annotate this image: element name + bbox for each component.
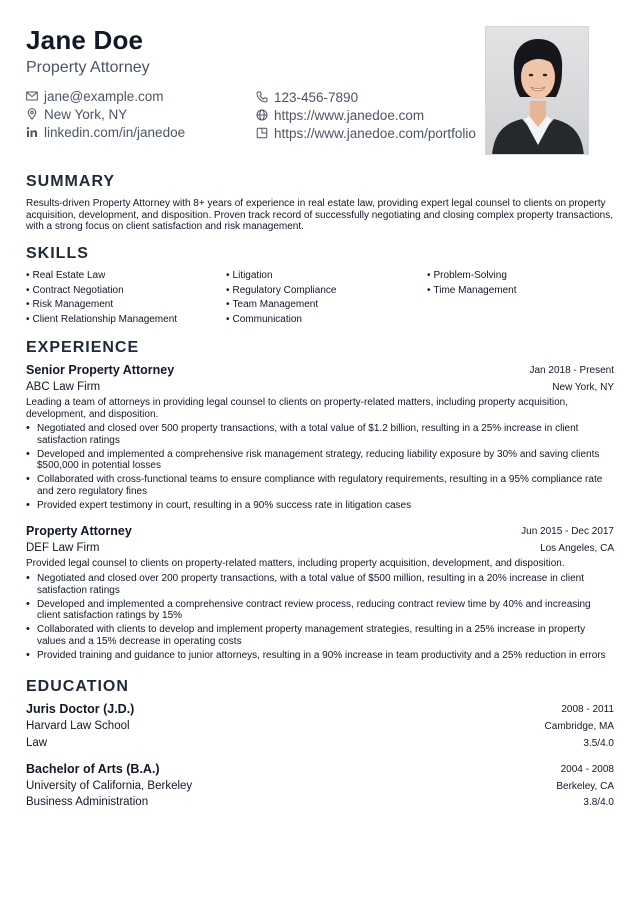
linkedin-text: linkedin.com/in/janedoe (44, 124, 186, 140)
job-bullet: • Provided expert testimony in court, resulting in a 90% success rate in litigation cases (26, 500, 616, 512)
skill-item: • Contract Negotiation (26, 285, 124, 296)
edu-dates: 2004 - 2008 (560, 764, 614, 775)
job-bullet: • Negotiated and closed over 500 property transactions, with a total value of $1.2 billion, resulting in a 25% increase in client satisfaction ratings (26, 423, 616, 446)
resume-header (26, 24, 476, 78)
email-text: jane@example.com (44, 88, 164, 104)
job-bullet: • Collaborated with clients to develop and implement property management strategies, resulting in a 25% increase in property values and a 15% decrease in operating costs (26, 624, 616, 647)
job-bullets (26, 423, 616, 514)
candidate-name: Jane Doe (26, 25, 144, 55)
edu-school: University of California, Berkeley (26, 780, 193, 792)
skill-item: • Risk Management (26, 299, 113, 310)
skill-item: • Regulatory Compliance (226, 285, 336, 296)
edu-gpa: 3.5/4.0 (583, 738, 614, 749)
job-bullets (26, 573, 616, 664)
job-dates: Jan 2018 - Present (529, 365, 614, 376)
edu-school: Harvard Law School (26, 720, 130, 732)
skills-heading: SKILLS (26, 245, 89, 262)
edu-location: Berkeley, CA (556, 781, 614, 792)
education-heading: EDUCATION (26, 678, 129, 695)
summary-heading: SUMMARY (26, 173, 116, 190)
job-dates: Jun 2015 - Dec 2017 (521, 526, 614, 537)
skill-item: • Team Management (226, 299, 318, 310)
contact-email[interactable] (26, 87, 164, 105)
skill-item: • Communication (226, 314, 302, 325)
job-location: Los Angeles, CA (540, 543, 614, 554)
job-title: Senior Property Attorney (26, 363, 175, 377)
linkedin-icon (26, 126, 38, 138)
map-pin-icon (26, 108, 38, 120)
skill-item: • Client Relationship Management (26, 314, 177, 325)
contact-portfolio[interactable] (256, 124, 476, 142)
phone-icon (256, 91, 268, 103)
profile-photo (485, 26, 589, 155)
phone-text: 123-456-7890 (274, 89, 359, 105)
summary-text: Results-driven Property Attorney with 8+ years of experience in real estate law, providing expert legal counsel to clients on property acquisition, development, and disposition. Proven track record of successfully negotiating and closing complex property transactions, with a strong focus on client satisfaction and risk management. (26, 198, 613, 232)
edu-degree: Juris Doctor (J.D.) (26, 702, 135, 716)
portfolio-text: https://www.janedoe.com/portfolio (274, 125, 476, 141)
job-description: Provided legal counsel to clients on property-related matters, including property acquisition, development, and disposition. (26, 558, 565, 569)
edu-field: Business Administration (26, 796, 149, 808)
experience-heading: EXPERIENCE (26, 339, 140, 356)
edu-field: Law (26, 737, 48, 749)
contact-phone[interactable] (256, 88, 358, 106)
job-bullet: • Provided training and guidance to junior attorneys, resulting in a 90% increase in team productivity and a 25% reduction in errors (26, 650, 616, 662)
job-bullet: • Negotiated and closed over 200 property transactions, with a total value of $500 million, resulting in a 20% increase in client satisfaction ratings (26, 573, 616, 596)
job-bullet: • Collaborated with cross-functional teams to ensure compliance with regulatory requirements, resulting in a 95% compliance rate and zero regulatory fines (26, 474, 616, 497)
job-company: ABC Law Firm (26, 381, 101, 393)
skill-item: • Litigation (226, 270, 273, 281)
candidate-title: Property Attorney (26, 59, 150, 76)
contact-linkedin[interactable] (26, 123, 185, 141)
job-location: New York, NY (552, 382, 614, 393)
job-title: Property Attorney (26, 524, 132, 538)
location-text: New York, NY (44, 106, 128, 122)
portfolio-icon (256, 127, 268, 139)
skill-item: • Problem-Solving (427, 270, 507, 281)
globe-icon (256, 109, 268, 121)
edu-location: Cambridge, MA (544, 721, 614, 732)
contact-website[interactable] (256, 106, 424, 124)
website-text: https://www.janedoe.com (274, 107, 425, 123)
skill-item: • Time Management (427, 285, 517, 296)
edu-gpa: 3.8/4.0 (583, 797, 614, 808)
contact-location (26, 105, 127, 123)
edu-degree: Bachelor of Arts (B.A.) (26, 762, 160, 776)
job-description: Leading a team of attorneys in providing legal counsel to clients on property-related matters, including property acquisition, development, and disposition. (26, 397, 568, 420)
job-company: DEF Law Firm (26, 542, 100, 554)
job-bullet: • Developed and implemented a comprehensive risk management strategy, reducing liability exposure by 30% and saving clients $500,000 in potential losses (26, 449, 616, 472)
job-bullet: • Developed and implemented a comprehensive contract review process, reducing contract review time by 40% and increasing client satisfaction ratings by 15% (26, 599, 616, 622)
skill-item: • Real Estate Law (26, 270, 105, 281)
edu-dates: 2008 - 2011 (561, 704, 614, 715)
mail-icon (26, 90, 38, 102)
